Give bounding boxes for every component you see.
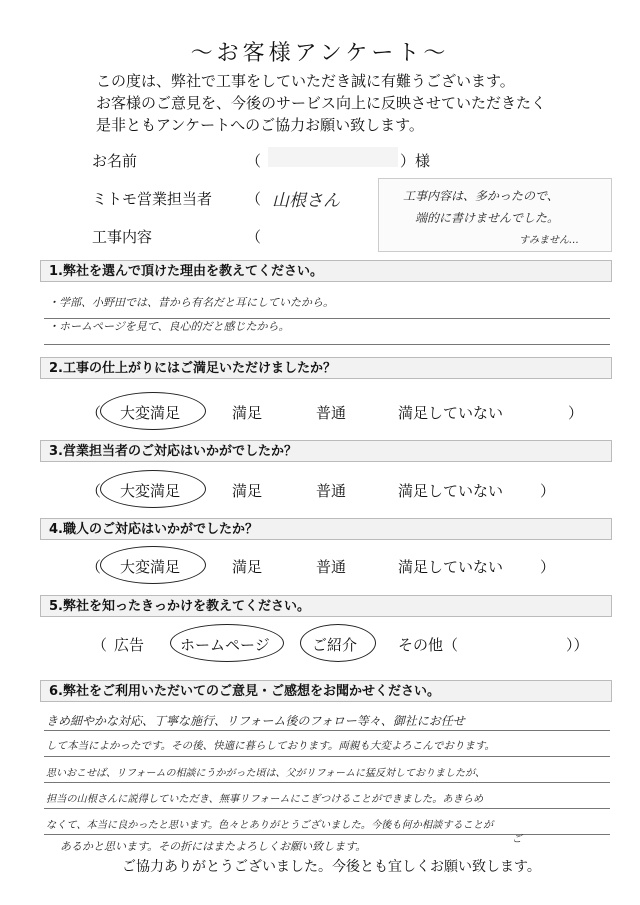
name-redacted-field: [268, 147, 398, 167]
q4-close-paren: ）: [540, 558, 556, 576]
q1-rule-2: [44, 344, 610, 345]
q3-option-very-satisfied[interactable]: 大変満足: [120, 482, 181, 500]
q4-title-bar: 4.職人のご対応はいかがでしたか？: [40, 518, 612, 540]
work-note-line-3: すみません…: [519, 235, 579, 246]
q5-option-referral[interactable]: ご紹介: [312, 636, 358, 654]
q3-title-bar: 3.営業担当者のご対応はいかがでしたか？: [40, 440, 612, 462]
q6-rule-1: [44, 730, 610, 731]
work-open-paren: （: [246, 228, 262, 246]
intro-line-3: 是非ともアンケートへのご協力お願い致します。: [96, 116, 424, 134]
q6-title-bar: 6.弊社をご利用いただいてのご意見・ご感想をお聞かせください。: [40, 680, 612, 702]
sticky-note: [378, 178, 612, 252]
q5-option-other[interactable]: その他（: [398, 636, 459, 654]
q6-comment-line-2: して本当によかったです。その後、快適に暮らしております。両親も大変よろこんでおります。: [46, 740, 495, 752]
q4-option-not-satisfied[interactable]: 満足していない: [398, 558, 504, 576]
q3-open-paren: （: [86, 482, 102, 500]
q3-option-satisfied[interactable]: 満足: [232, 482, 263, 500]
q6-rule-4: [44, 808, 610, 809]
q6-comment-line-1: きめ細やかな対応、丁寧な施行、リフォーム後のフォロー等々、御社にお任せ: [46, 714, 465, 728]
q6-comment-line-5: なくて、本当に良かったと思います。色々とありがとうございました。今後も何か相談することが: [46, 820, 494, 831]
q2-option-neutral[interactable]: 普通: [316, 404, 347, 422]
q2-open-paren: （: [86, 404, 102, 422]
q6-rule-3: [44, 782, 610, 783]
q2-option-not-satisfied[interactable]: 満足していない: [398, 404, 504, 422]
intro-line-2: お客様のご意見を、今後のサービス向上に反映させていただきたく: [96, 94, 547, 112]
q2-close-paren: ）: [568, 404, 584, 422]
q2-option-very-satisfied[interactable]: 大変満足: [120, 404, 181, 422]
work-label: 工事内容: [92, 228, 153, 246]
q5-open-paren: （: [92, 636, 108, 654]
page-title: ～お客様アンケート～: [190, 41, 450, 66]
q5-title-bar: 5.弊社を知ったきっかけを教えてください。: [40, 595, 612, 617]
work-note-line-1: 工事内容は、多かったので、: [403, 189, 559, 203]
q3-option-neutral[interactable]: 普通: [316, 482, 347, 500]
q4-option-very-satisfied[interactable]: 大変満足: [120, 558, 181, 576]
q3-option-not-satisfied[interactable]: 満足していない: [398, 482, 504, 500]
name-label: お名前: [92, 152, 138, 170]
q4-open-paren: （: [86, 558, 102, 576]
q6-rule-2: [44, 756, 610, 757]
name-open-paren: （: [246, 152, 262, 170]
q6-rule-5: [44, 834, 610, 835]
work-note-line-2: 端的に書けませんでした。: [415, 211, 560, 225]
q5-option-homepage[interactable]: ホームページ: [180, 636, 270, 654]
name-close-paren: ）様: [400, 152, 431, 170]
q4-option-satisfied[interactable]: 満足: [232, 558, 263, 576]
q4-option-neutral[interactable]: 普通: [316, 558, 347, 576]
staff-name-handwritten: 山根さん: [272, 191, 340, 211]
q2-option-satisfied[interactable]: 満足: [232, 404, 263, 422]
q3-close-paren: ）: [540, 482, 556, 500]
q1-title-bar: 1.弊社を選んで頂けた理由を教えてください。: [40, 260, 612, 282]
q6-comment-line-3: 思いおこせば、リフォームの相談にうかがった頃は、父がリフォームに猛反対しておりましたが、: [46, 768, 485, 779]
staff-label: ミトモ営業担当者: [92, 190, 213, 208]
q1-answer-1: ・学部、小野田では、昔から有名だと耳にしていたから。: [48, 296, 334, 309]
staff-open-paren: （: [246, 190, 262, 208]
q5-close-paren: ））: [566, 636, 589, 654]
q6-comment-line-6: あるかと思います。その折にはまたよろしくお願い致します。: [60, 840, 367, 853]
q5-option-ad[interactable]: 広告: [114, 636, 145, 654]
intro-line-1: この度は、弊社で工事をしていただき誠に有難うございます。: [96, 72, 515, 90]
q6-comment-line-4: 担当の山根さんに説得していただき、無事リフォームにこぎつけることができました。あきらめ: [46, 794, 484, 805]
q6-insert-mark: ご: [512, 834, 522, 845]
footer-thanks: ご協力ありがとうございました。今後とも宜しくお願い致します。: [122, 859, 541, 875]
q1-answer-2: ・ホームページを見て、良心的だと感じたから。: [48, 320, 290, 333]
q2-title-bar: 2.工事の仕上がりにはご満足いただけましたか？: [40, 357, 612, 379]
